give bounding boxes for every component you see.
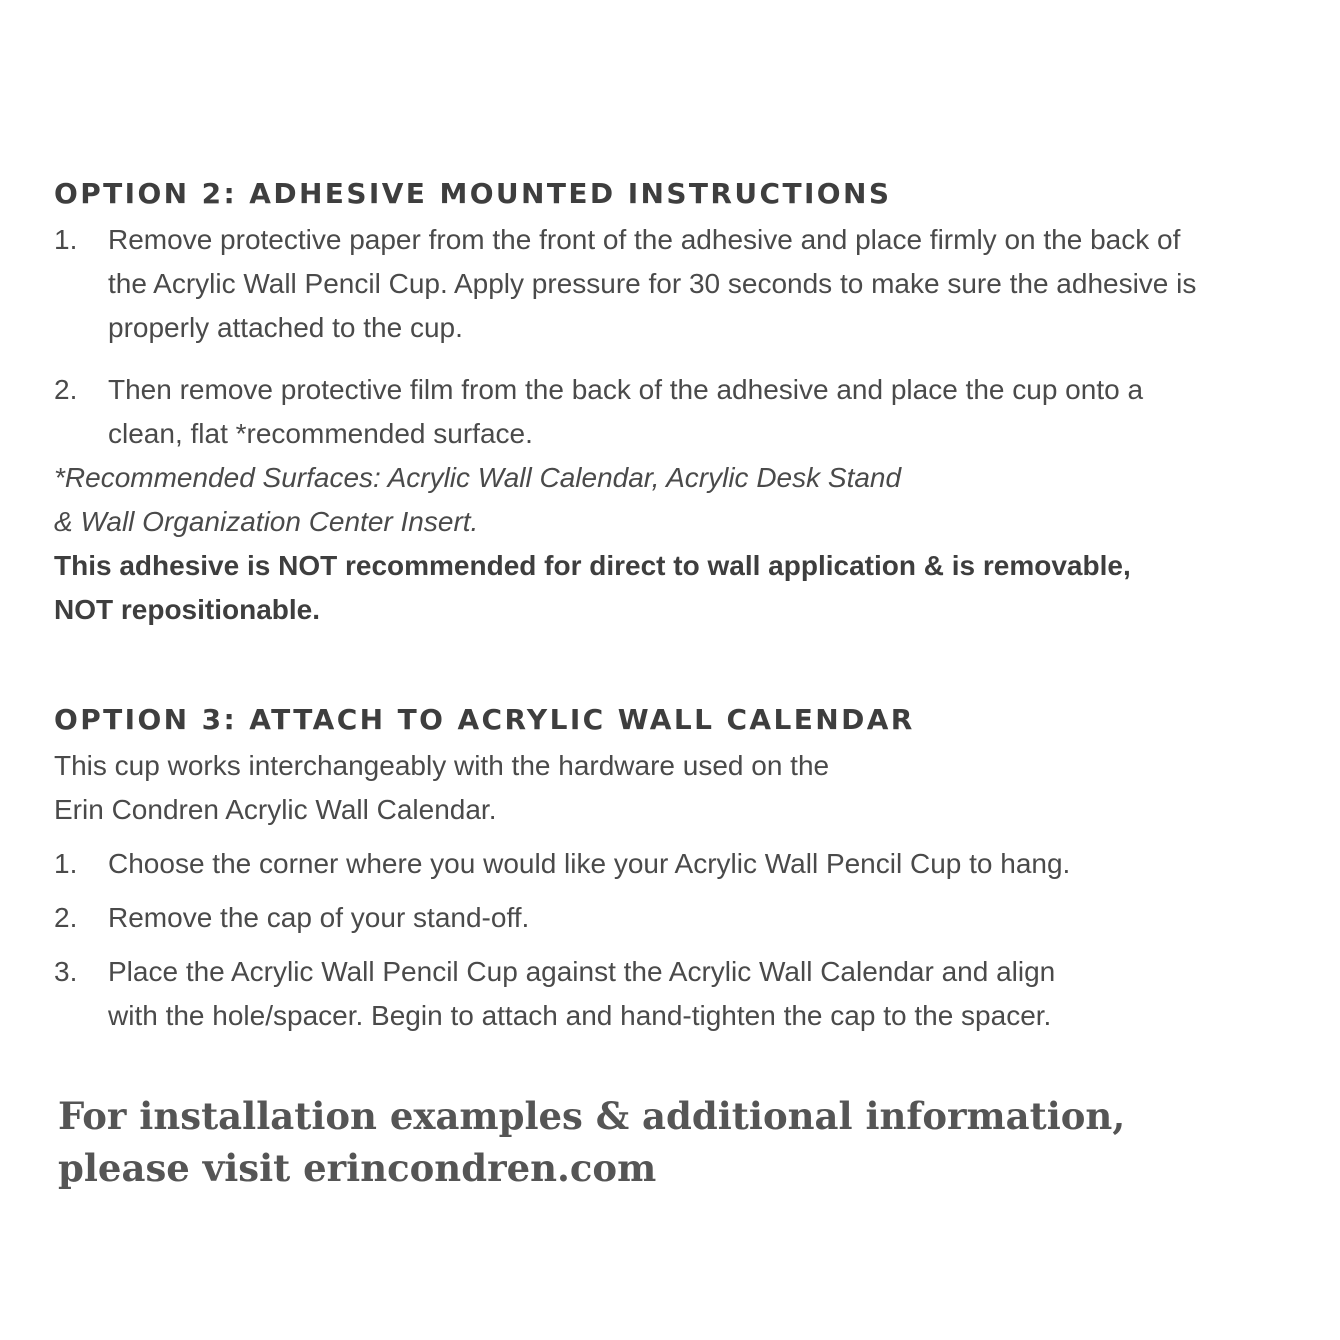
step-number: 1. <box>54 848 78 879</box>
step-number: 2. <box>54 374 78 405</box>
adhesive-warning <box>54 544 1324 632</box>
recommended-surfaces-note <box>54 456 1324 544</box>
step-line: Remove protective paper from the front of the adhesive and place firmly on the back of <box>108 224 1181 255</box>
footer-line: please visit erincondren.com <box>58 1146 657 1190</box>
option-3-heading: OPTION 3: ATTACH TO ACRYLIC WALL CALENDAR <box>54 703 915 736</box>
step-number: 3. <box>54 956 78 987</box>
footer-line: For installation examples & additional information, <box>58 1094 1126 1138</box>
step-line: Remove the cap of your stand-off. <box>108 902 530 933</box>
option-3-intro <box>54 744 1324 832</box>
intro-line: Erin Condren Acrylic Wall Calendar. <box>54 794 497 825</box>
option-2-step-2 <box>54 368 1324 456</box>
step-line: properly attached to the cup. <box>108 312 463 343</box>
note-line: & Wall Organization Center Insert. <box>54 506 479 537</box>
option-3-step-3 <box>54 950 1324 1038</box>
option-3-step-1 <box>54 842 1324 886</box>
website-footer <box>58 1090 1158 1194</box>
warning-line: This adhesive is NOT recommended for direct to wall application & is removable, <box>54 550 1131 581</box>
step-line: with the hole/spacer. Begin to attach and hand-tighten the cap to the spacer. <box>108 1000 1052 1031</box>
step-number: 1. <box>54 224 78 255</box>
step-line: the Acrylic Wall Pencil Cup. Apply pressure for 30 seconds to make sure the adhesive is <box>108 268 1197 299</box>
step-line: Place the Acrylic Wall Pencil Cup against the Acrylic Wall Calendar and align <box>108 956 1056 987</box>
option-2-step-1 <box>54 218 1324 350</box>
option-3-step-2 <box>54 896 1324 940</box>
step-line: clean, flat *recommended surface. <box>108 418 533 449</box>
step-line: Choose the corner where you would like your Acrylic Wall Pencil Cup to hang. <box>108 848 1071 879</box>
intro-line: This cup works interchangeably with the hardware used on the <box>54 750 830 781</box>
step-number: 2. <box>54 902 78 933</box>
option-2-heading: OPTION 2: ADHESIVE MOUNTED INSTRUCTIONS <box>54 177 892 210</box>
option-3-section <box>54 702 1324 1038</box>
step-line: Then remove protective film from the back of the adhesive and place the cup onto a <box>108 374 1144 405</box>
note-line: *Recommended Surfaces: Acrylic Wall Calendar, Acrylic Desk Stand <box>54 462 902 493</box>
warning-line: NOT repositionable. <box>54 594 321 625</box>
option-2-section <box>54 176 1324 632</box>
